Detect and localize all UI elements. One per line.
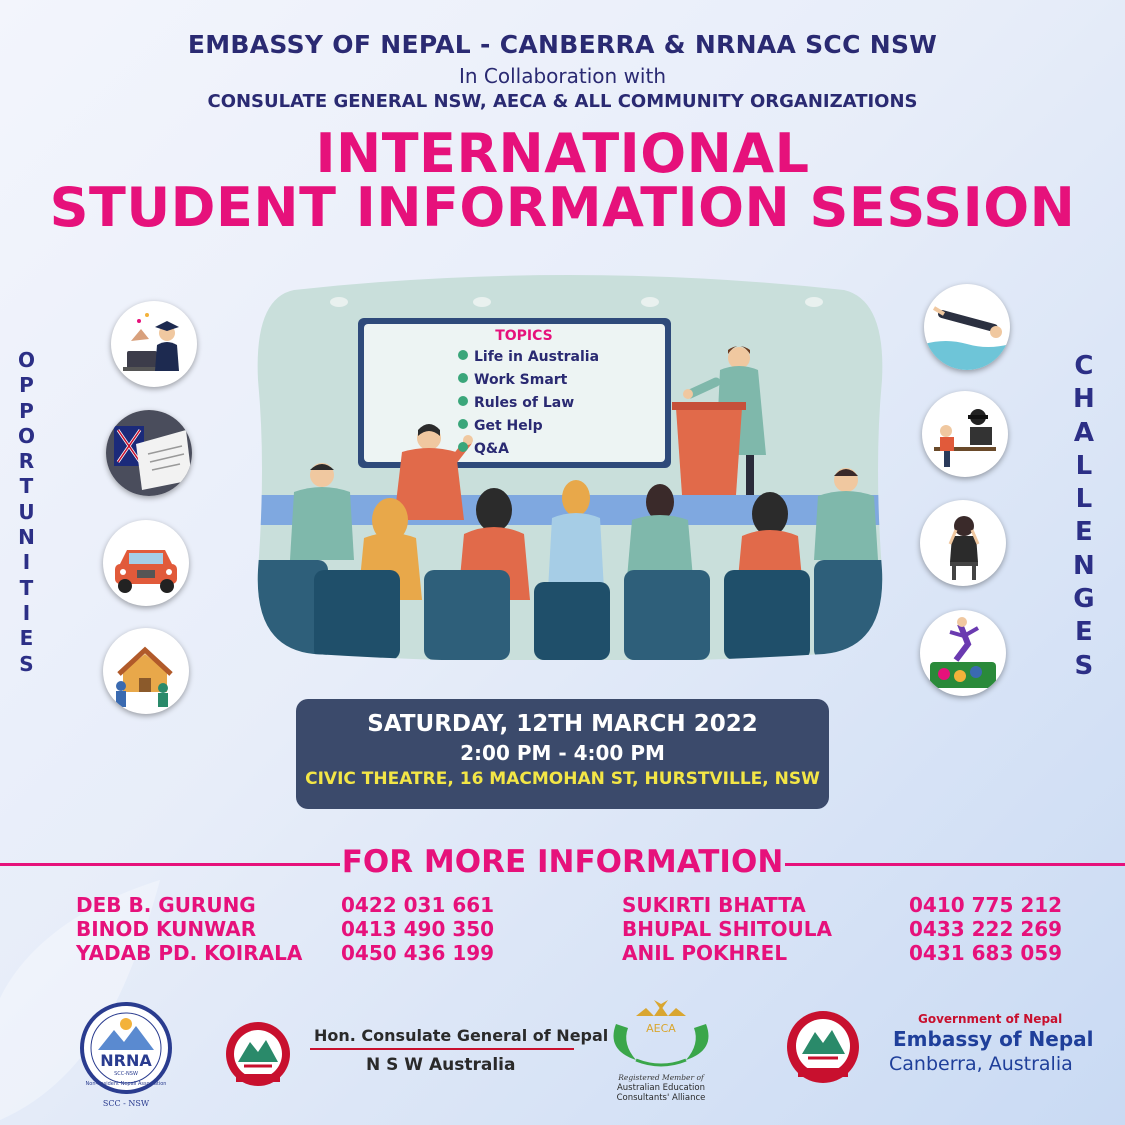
vertical-letter: H: [1073, 384, 1095, 415]
stressed-person-icon: [920, 500, 1006, 586]
topic-item: Get Help: [474, 418, 543, 434]
vertical-letter: P: [19, 398, 34, 423]
topic-item: Rules of Law: [474, 395, 575, 411]
main-title-line1: INTERNATIONAL: [315, 122, 810, 185]
opportunities-vertical-label: [18, 348, 35, 677]
collaboration-text: In Collaboration with: [458, 64, 666, 88]
nepal-emblem-embassy: [782, 1006, 864, 1088]
vertical-letter: S: [1074, 650, 1094, 681]
contact-phone[interactable]: 0450 436 199: [341, 941, 495, 965]
aeca-logo: [596, 994, 726, 1106]
classroom-illustration: [254, 270, 884, 660]
vertical-letter: E: [1075, 517, 1093, 548]
contact-name: ANIL POKHREL: [622, 941, 788, 965]
vertical-letter: L: [1075, 450, 1093, 481]
embassy-location: Canberra, Australia: [889, 1053, 1073, 1075]
topic-item: Life in Australia: [474, 349, 600, 365]
consulate-divider: [310, 1048, 574, 1050]
event-venue: CIVIC THEATRE, 16 MACMOHAN ST, HURSTVILLE, NSW: [305, 769, 820, 789]
vertical-letter: O: [18, 423, 36, 448]
event-details-box: [296, 699, 829, 809]
svg-text:SCC-NSW: SCC-NSW: [114, 1071, 138, 1077]
visa-document-icon: [106, 410, 192, 496]
main-title-line2: STUDENT INFORMATION SESSION: [49, 176, 1076, 239]
car-icon: [103, 520, 189, 606]
svg-text:AECA: AECA: [646, 1022, 676, 1035]
cyber-scam-icon: [922, 391, 1008, 477]
more-info-heading: FOR MORE INFORMATION: [341, 844, 784, 880]
embassy-government: Government of Nepal: [918, 1012, 1063, 1026]
divider-line-right: [785, 863, 1125, 866]
vertical-letter: N: [18, 525, 35, 550]
consulate-location: N S W Australia: [366, 1055, 516, 1075]
vertical-letter: I: [22, 600, 31, 625]
house-purchase-icon: [103, 628, 189, 714]
vertical-letter: T: [19, 575, 34, 600]
vertical-letter: E: [19, 626, 34, 651]
vertical-letter: S: [19, 651, 34, 676]
svg-text:Consultants' Alliance: Consultants' Alliance: [616, 1093, 706, 1103]
gambling-icon: [920, 610, 1006, 696]
topics-heading: TOPICS: [495, 328, 553, 344]
contact-name: BINOD KUNWAR: [76, 917, 257, 941]
vertical-letter: P: [19, 373, 34, 398]
diving-swimmer-icon: [924, 284, 1010, 370]
svg-text:Non-Resident Nepali Associatio: Non-Resident Nepali Association: [85, 1081, 167, 1087]
svg-text:Australian Education: Australian Education: [616, 1083, 706, 1093]
svg-text:SCC - NSW: SCC - NSW: [102, 1099, 150, 1108]
graduation-icon: [111, 301, 197, 387]
contact-phone[interactable]: 0422 031 661: [341, 893, 495, 917]
organizers-heading: EMBASSY OF NEPAL - CANBERRA & NRNAA SCC NSW: [187, 30, 938, 59]
vertical-letter: C: [1074, 351, 1094, 381]
vertical-letter: U: [18, 499, 35, 524]
event-time: 2:00 PM - 4:00 PM: [460, 741, 665, 765]
contact-phone[interactable]: 0433 222 269: [909, 917, 1063, 941]
vertical-letter: G: [1073, 584, 1095, 615]
consulate-name: Hon. Consulate General of Nepal: [314, 1026, 609, 1045]
vertical-letter: E: [1075, 617, 1093, 648]
contact-name: SUKIRTI BHATTA: [622, 893, 806, 917]
challenges-vertical-label: [1073, 350, 1095, 683]
vertical-letter: I: [22, 550, 31, 575]
contact-name: DEB B. GURUNG: [76, 893, 256, 917]
partners-heading: CONSULATE GENERAL NSW, AECA & ALL COMMUNITY ORGANIZATIONS: [207, 91, 918, 112]
svg-text:NRNA: NRNA: [100, 1051, 152, 1070]
nrna-logo: [78, 1000, 174, 1112]
vertical-letter: N: [1073, 550, 1095, 581]
topic-item: Work Smart: [474, 372, 568, 388]
contact-name: BHUPAL SHITOULA: [622, 917, 832, 941]
vertical-letter: R: [18, 449, 35, 474]
nepal-emblem-consulate: [220, 1018, 296, 1090]
contact-phone[interactable]: 0413 490 350: [341, 917, 495, 941]
vertical-letter: A: [1073, 417, 1094, 448]
contact-phone[interactable]: 0410 775 212: [909, 893, 1063, 917]
embassy-name: Embassy of Nepal: [893, 1027, 1094, 1051]
contact-name: YADAB PD. KOIRALA: [76, 941, 303, 965]
contact-phone[interactable]: 0431 683 059: [909, 941, 1063, 965]
vertical-letter: T: [19, 474, 34, 499]
vertical-letter: O: [18, 348, 36, 372]
event-date: SATURDAY, 12TH MARCH 2022: [367, 711, 758, 737]
svg-text:Registered Member of: Registered Member of: [618, 1073, 704, 1082]
vertical-letter: L: [1075, 484, 1093, 515]
topic-item: Q&A: [474, 441, 509, 457]
divider-line-left: [0, 863, 340, 866]
